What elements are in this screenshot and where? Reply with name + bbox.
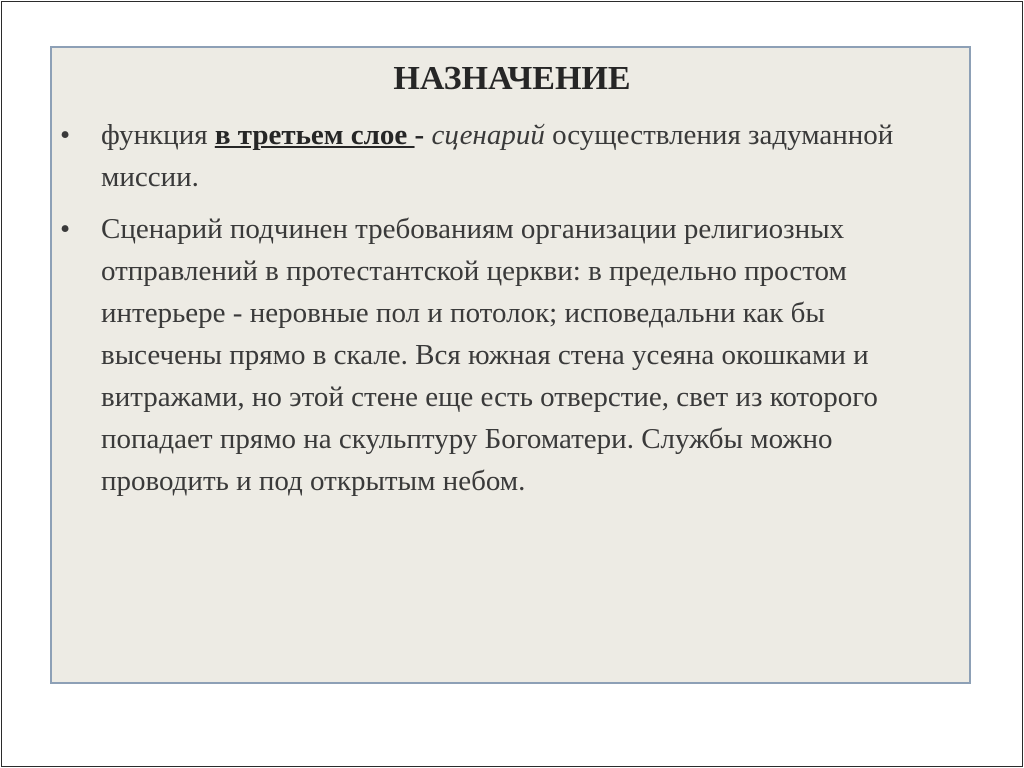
bullet-marker: •	[60, 213, 71, 245]
bullet-text-scenario: сценарий	[431, 119, 545, 151]
bullet-marker: •	[60, 119, 71, 151]
slide-title: НАЗНАЧЕНИЕ	[393, 60, 631, 97]
bullet-text-dash: -	[414, 119, 432, 151]
bullet-item-function	[60, 114, 940, 198]
bullet-text-rest: осуществления задуманной миссии.	[101, 119, 894, 193]
bullet-text-prefix: функция	[101, 119, 215, 151]
bullet-item-scenario	[60, 208, 940, 502]
bullet-text-layer: в третьем слое	[214, 119, 415, 151]
bullet-list	[60, 114, 940, 512]
bullet-text-scenario-description: Сценарий подчинен требованиям организации религиозных отправлений в протестантской церкви: в предельно простом интерьере - неровные пол и потолок; исповедальни как бы высечены прямо в скале. Вся южная стена усеяна окошками и витражами, но этой стене еще есть отверстие, свет из которого попадает прямо на скульптуру Богоматери. Службы можно проводить и под открытым небом.	[101, 213, 878, 497]
